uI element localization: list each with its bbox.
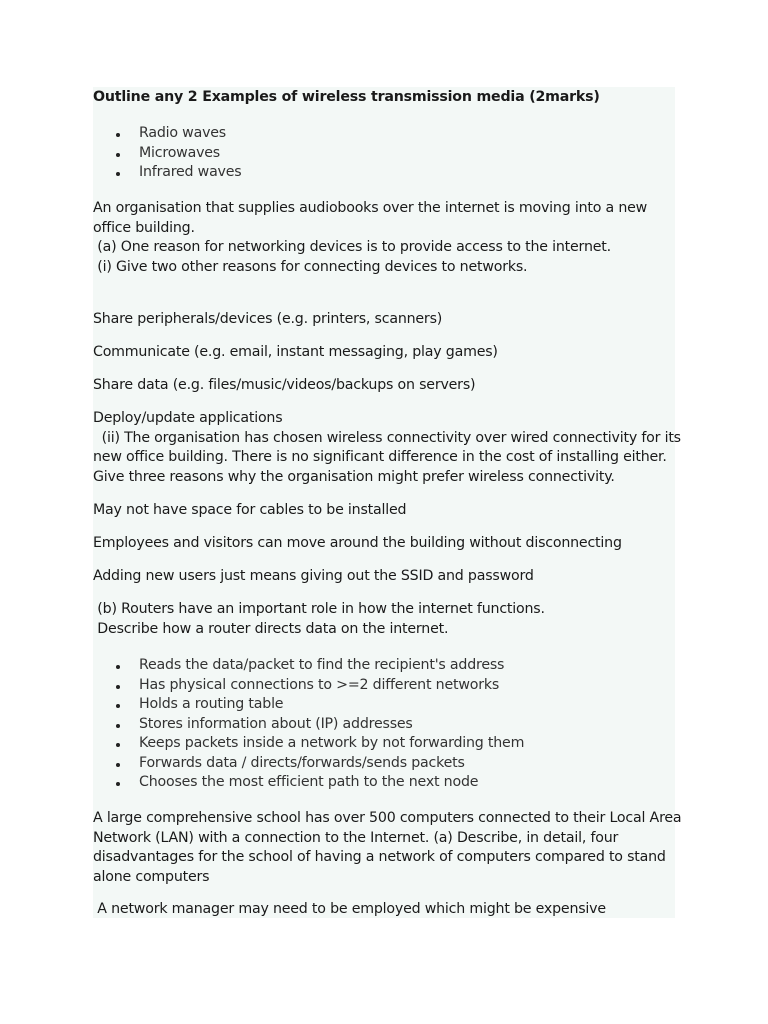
bullet-icon	[116, 763, 120, 767]
answer-line: Deploy/update applications	[93, 410, 283, 426]
answer-line: Share data (e.g. files/music/videos/backups on servers)	[93, 377, 476, 393]
bullet-icon	[116, 172, 120, 176]
text-line: A large comprehensive school has over 500 computers connected to their Local Area	[93, 810, 682, 826]
wireless-media-list	[93, 124, 675, 183]
bullet-icon	[116, 743, 120, 747]
list-item: Has physical connections to >=2 different networks	[93, 676, 675, 696]
question-paragraph	[93, 600, 675, 639]
text-line: (a) One reason for networking devices is to provide access to the internet.	[93, 239, 611, 255]
bullet-icon	[116, 704, 120, 708]
list-item: Forwards data / directs/forwards/sends packets	[93, 754, 675, 774]
answer-line: A network manager may need to be employed which might be expensive	[93, 901, 606, 917]
list-item: Keeps packets inside a network by not forwarding them	[93, 734, 675, 754]
answer-line: May not have space for cables to be installed	[93, 502, 407, 518]
bullet-icon	[116, 665, 120, 669]
text-line: office building.	[93, 219, 195, 236]
list-item: Reads the data/packet to find the recipient's address	[93, 656, 675, 676]
text-line: new office building. There is no significant difference in the cost of installing either.	[93, 449, 667, 465]
router-answer-list	[93, 656, 675, 793]
text-line: An organisation that supplies audiobooks over the internet is moving into a new	[93, 200, 648, 216]
text-line: Give three reasons why the organisation might prefer wireless connectivity.	[93, 468, 615, 485]
text-line: alone computers	[93, 868, 210, 885]
document-page	[93, 87, 682, 918]
question-paragraph	[93, 199, 675, 277]
list-item: Infrared waves	[93, 163, 675, 183]
bullet-icon	[116, 782, 120, 786]
list-item: Holds a routing table	[93, 695, 675, 715]
answer-line: Adding new users just means giving out the SSID and password	[93, 568, 534, 584]
text-line: disadvantages for the school of having a network of computers compared to stand	[93, 849, 666, 865]
question-heading: Outline any 2 Examples of wireless transmission media (2marks)	[93, 89, 600, 105]
list-item: Radio waves	[93, 124, 675, 144]
text-line: (i) Give two other reasons for connecting devices to networks.	[93, 258, 528, 275]
question-paragraph	[93, 409, 681, 487]
bullet-icon	[116, 685, 120, 689]
text-line: (b) Routers have an important role in how the internet functions.	[93, 601, 545, 617]
answer-line: Employees and visitors can move around the building without disconnecting	[93, 535, 622, 551]
list-item: Stores information about (IP) addresses	[93, 715, 675, 735]
list-item: Chooses the most efficient path to the next node	[93, 773, 675, 793]
text-line: Describe how a router directs data on the internet.	[93, 620, 449, 637]
text-line: (ii) The organisation has chosen wireless connectivity over wired connectivity for its	[93, 429, 681, 446]
list-item: Microwaves	[93, 144, 675, 164]
bullet-icon	[116, 153, 120, 157]
answer-line: Share peripherals/devices (e.g. printers, scanners)	[93, 311, 443, 327]
text-line: Network (LAN) with a connection to the Internet. (a) Describe, in detail, four	[93, 829, 619, 846]
bullet-icon	[116, 724, 120, 728]
answer-line: Communicate (e.g. email, instant messaging, play games)	[93, 344, 498, 360]
bullet-icon	[116, 133, 120, 137]
question-paragraph	[93, 809, 682, 887]
